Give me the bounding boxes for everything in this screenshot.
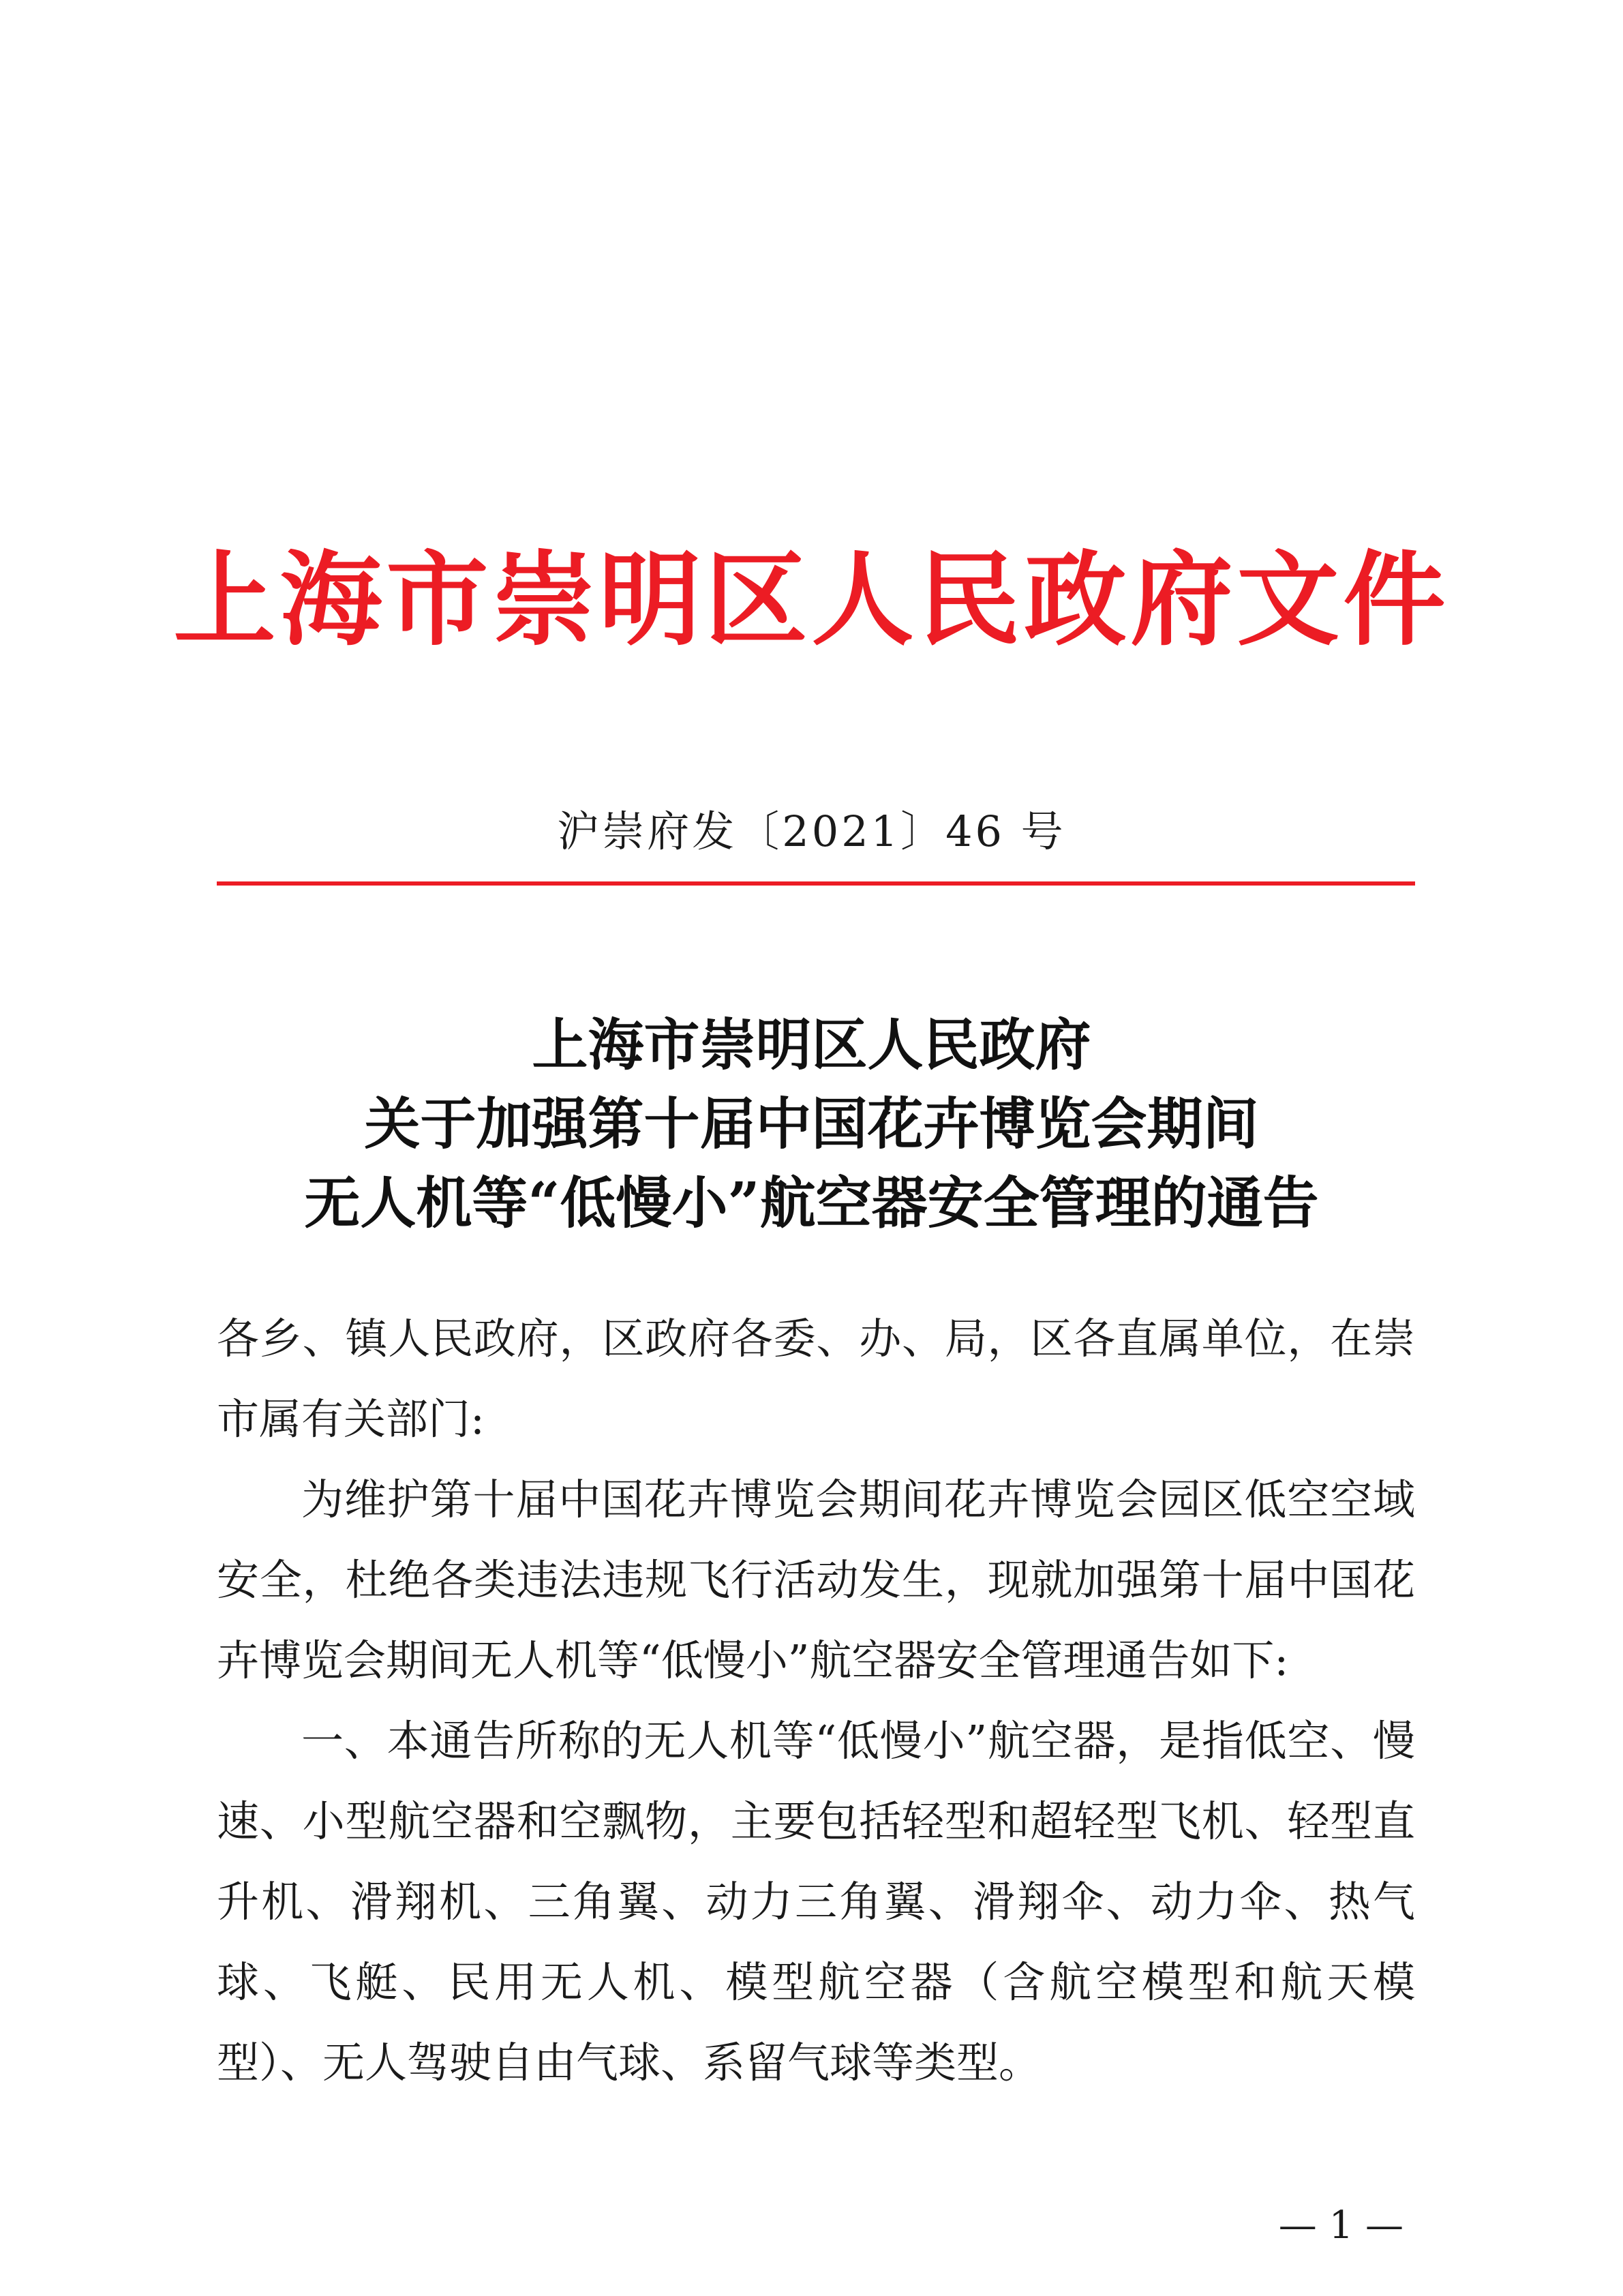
red-divider-rule [217, 881, 1415, 886]
salutation: 各乡、镇人民政府，区政府各委、办、局，区各直属单位，在崇市属有关部门: [217, 1314, 1415, 1444]
paragraph-intro: 为维护第十届中国花卉博览会期间花卉博览会园区低空空域安全，杜绝各类违法违规飞行活动发生，现就加强第十届中国花卉博览会期间无人机等“低慢小”航空器安全管理通告如下: [217, 1475, 1415, 1685]
title-line-3: 无人机等“低慢小”航空器安全管理的通告 [304, 1170, 1319, 1236]
paragraph-section-1: 一、本通告所称的无人机等“低慢小”航空器，是指低空、慢速、小型航空器和空飘物，主要包括轻型和超轻型飞机、轻型直升机、滑翔机、三角翼、动力三角翼、滑翔伞、动力伞、热气球、飞艇、民用无人机、模型航空器（含航空模型和航天模型）、无人驾驶自由气球、系留气球等类型。 [217, 1716, 1415, 2087]
document-body [217, 1299, 1415, 2103]
document-number: 沪崇府发〔2021〕46 号 [557, 806, 1066, 856]
title-line-1: 上海市崇明区人民政府 [532, 1012, 1091, 1078]
title-line-2: 关于加强第十届中国花卉博览会期间 [364, 1091, 1259, 1157]
document-masthead: 上海市崇明区人民政府文件 [173, 540, 1450, 660]
page-number: — 1 — [1278, 2203, 1404, 2248]
document-title [0, 1006, 1623, 1243]
